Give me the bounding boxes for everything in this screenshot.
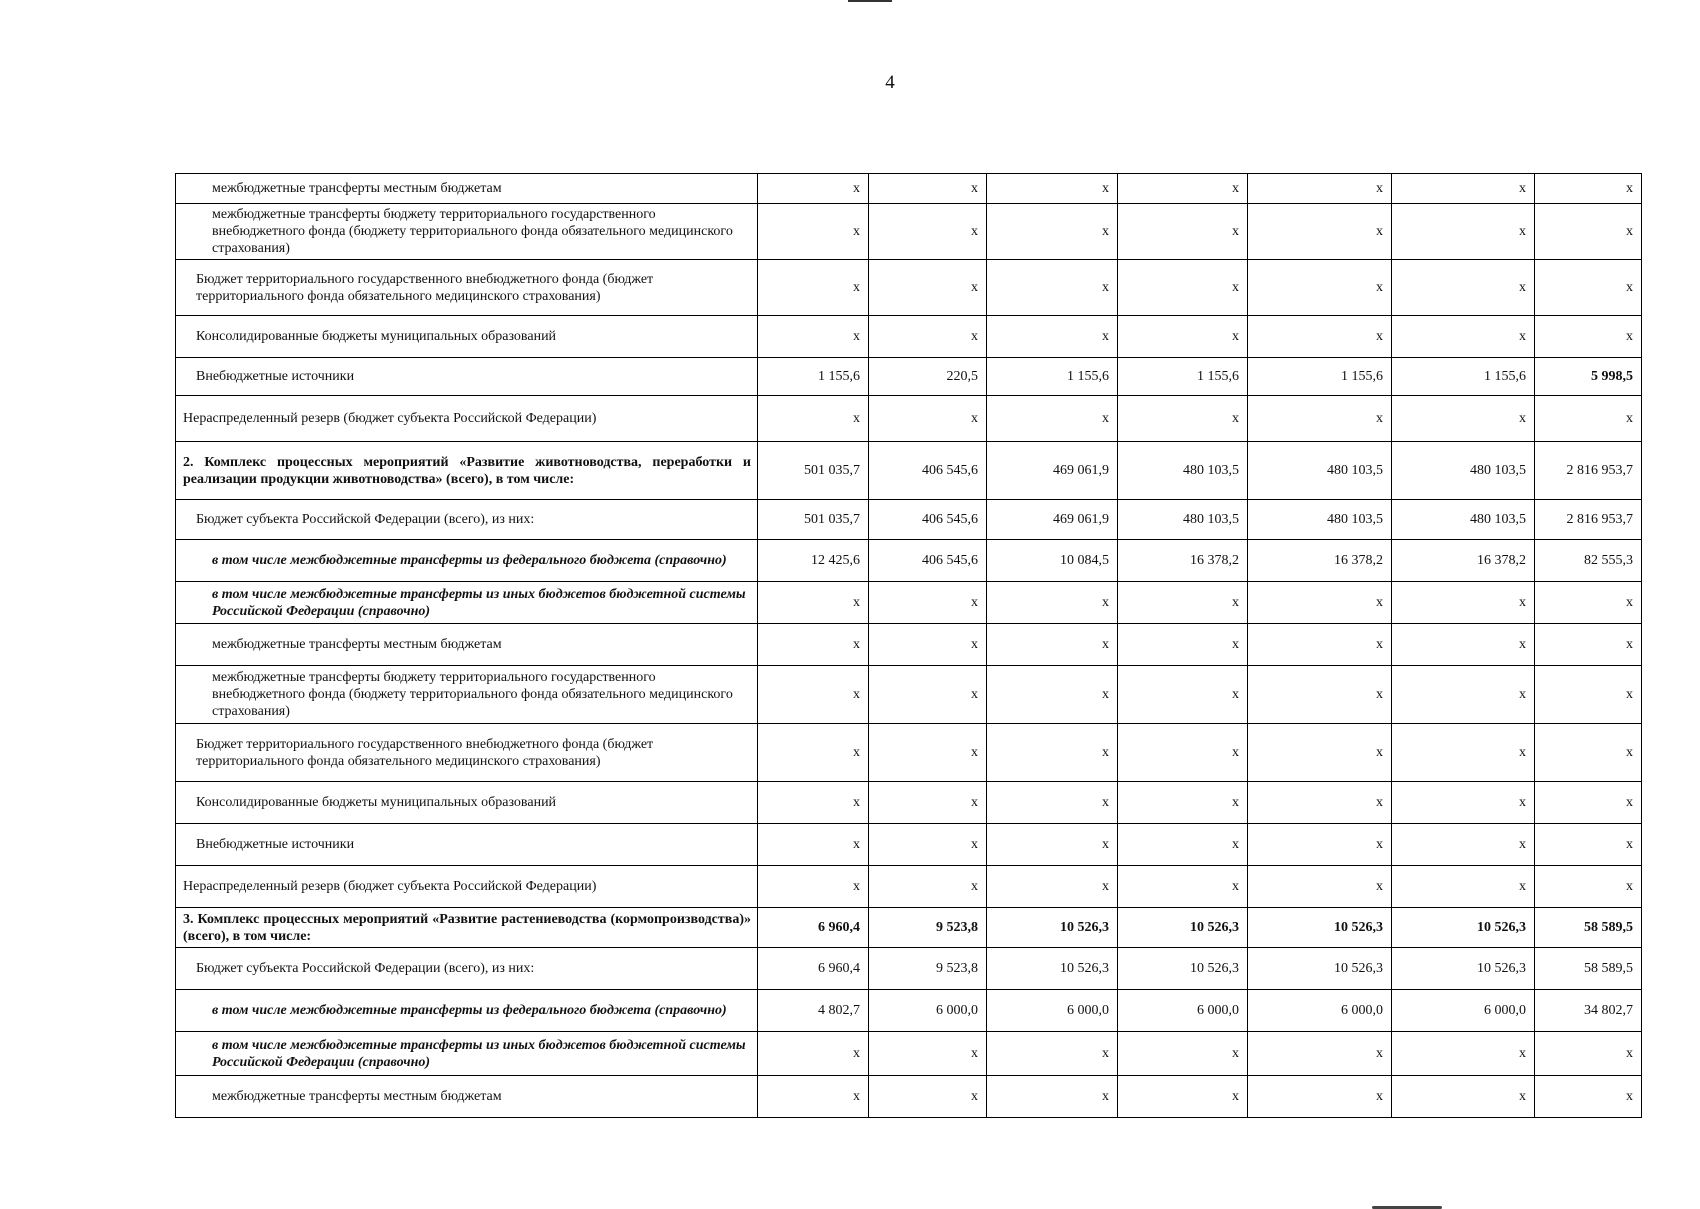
value-cell: x [1392, 866, 1535, 908]
value-cell: x [1118, 582, 1248, 624]
value-cell: 469 061,9 [987, 442, 1118, 500]
row-label: Бюджет территориального государственного внебюджетного фонда (бюджет территориального фонда обязательного медицинского страхования) [176, 724, 758, 782]
value-cell: x [1118, 866, 1248, 908]
value-cell: 10 526,3 [1118, 908, 1248, 948]
value-cell: x [758, 204, 869, 260]
value-cell: x [987, 396, 1118, 442]
budget-table-body [176, 174, 1642, 1118]
row-label: 3. Комплекс процессных мероприятий «Развитие растениеводства (кормопроизводства)» (всего), в том числе: [176, 908, 758, 948]
value-cell: 480 103,5 [1118, 442, 1248, 500]
value-cell: x [869, 260, 987, 316]
value-cell: x [758, 316, 869, 358]
value-cell: 6 960,4 [758, 908, 869, 948]
value-cell: 406 545,6 [869, 442, 987, 500]
value-cell: x [987, 866, 1118, 908]
value-cell: 2 816 953,7 [1535, 442, 1642, 500]
value-cell: x [1392, 624, 1535, 666]
value-cell: 220,5 [869, 358, 987, 396]
row-label: Нераспределенный резерв (бюджет субъекта Российской Федерации) [176, 866, 758, 908]
value-cell: 6 960,4 [758, 948, 869, 990]
value-cell: 16 378,2 [1392, 540, 1535, 582]
value-cell: x [869, 582, 987, 624]
value-cell: x [1118, 824, 1248, 866]
table-row [176, 396, 1642, 442]
table-row [176, 1032, 1642, 1076]
table-row [176, 316, 1642, 358]
value-cell: x [869, 316, 987, 358]
table-row [176, 358, 1642, 396]
value-cell: x [1118, 724, 1248, 782]
value-cell: x [1535, 666, 1642, 724]
table-row [176, 782, 1642, 824]
value-cell: 58 589,5 [1535, 948, 1642, 990]
value-cell: 480 103,5 [1248, 500, 1392, 540]
value-cell: x [1535, 316, 1642, 358]
value-cell: 2 816 953,7 [1535, 500, 1642, 540]
value-cell: x [1118, 316, 1248, 358]
row-label: в том числе межбюджетные трансферты из иных бюджетов бюджетной системы Российской Федерации (справочно) [176, 1032, 758, 1076]
row-label: в том числе межбюджетные трансферты из федерального бюджета (справочно) [176, 540, 758, 582]
value-cell: x [869, 824, 987, 866]
value-cell: x [1118, 396, 1248, 442]
value-cell: x [758, 174, 869, 204]
value-cell: 501 035,7 [758, 500, 869, 540]
value-cell: x [1392, 582, 1535, 624]
value-cell: x [758, 666, 869, 724]
value-cell: 480 103,5 [1392, 442, 1535, 500]
value-cell: 480 103,5 [1118, 500, 1248, 540]
value-cell: x [758, 624, 869, 666]
value-cell: x [987, 782, 1118, 824]
value-cell: 480 103,5 [1392, 500, 1535, 540]
table-row [176, 624, 1642, 666]
table-row [176, 990, 1642, 1032]
value-cell: x [1535, 782, 1642, 824]
value-cell: x [758, 1032, 869, 1076]
value-cell: 12 425,6 [758, 540, 869, 582]
value-cell: x [758, 724, 869, 782]
value-cell: x [1248, 866, 1392, 908]
row-label: Консолидированные бюджеты муниципальных образований [176, 316, 758, 358]
value-cell: 9 523,8 [869, 948, 987, 990]
row-label: Внебюджетные источники [176, 358, 758, 396]
value-cell: x [1248, 316, 1392, 358]
value-cell: x [758, 782, 869, 824]
row-label: 2. Комплекс процессных мероприятий «Развитие животноводства, переработки и реализации продукции животноводства» (всего), в том числе: [176, 442, 758, 500]
value-cell: x [1392, 1076, 1535, 1118]
value-cell: x [869, 666, 987, 724]
table-row [176, 866, 1642, 908]
value-cell: 10 526,3 [987, 948, 1118, 990]
value-cell: x [987, 724, 1118, 782]
value-cell: x [987, 624, 1118, 666]
value-cell: 4 802,7 [758, 990, 869, 1032]
value-cell: 10 526,3 [1248, 908, 1392, 948]
row-label: межбюджетные трансферты местным бюджетам [176, 1076, 758, 1118]
table-row [176, 908, 1642, 948]
row-label: Нераспределенный резерв (бюджет субъекта Российской Федерации) [176, 396, 758, 442]
value-cell: x [1248, 724, 1392, 782]
value-cell: x [1392, 260, 1535, 316]
value-cell: 10 526,3 [1392, 948, 1535, 990]
value-cell: x [1392, 396, 1535, 442]
value-cell: 16 378,2 [1248, 540, 1392, 582]
value-cell: x [1392, 1032, 1535, 1076]
table-row [176, 582, 1642, 624]
table-row [176, 174, 1642, 204]
page-number: 4 [885, 72, 895, 93]
value-cell: x [1118, 1032, 1248, 1076]
value-cell: x [1535, 204, 1642, 260]
value-cell: x [1118, 1076, 1248, 1118]
row-label: Бюджет субъекта Российской Федерации (всего), из них: [176, 948, 758, 990]
value-cell: 1 155,6 [1392, 358, 1535, 396]
value-cell: 501 035,7 [758, 442, 869, 500]
value-cell: 406 545,6 [869, 500, 987, 540]
value-cell: x [869, 782, 987, 824]
value-cell: x [1535, 174, 1642, 204]
value-cell: 6 000,0 [1118, 990, 1248, 1032]
value-cell: x [869, 174, 987, 204]
budget-table [175, 173, 1642, 1118]
value-cell: x [987, 1032, 1118, 1076]
table-row [176, 204, 1642, 260]
value-cell: x [1118, 666, 1248, 724]
value-cell: x [1248, 1076, 1392, 1118]
row-label: межбюджетные трансферты бюджету территориального государственного внебюджетного фонда (бюджету территориального фонда обязательного медицинского страхования) [176, 666, 758, 724]
value-cell: x [987, 316, 1118, 358]
table-row [176, 1076, 1642, 1118]
value-cell: x [987, 824, 1118, 866]
value-cell: 1 155,6 [1118, 358, 1248, 396]
row-label: межбюджетные трансферты местным бюджетам [176, 624, 758, 666]
row-label: в том числе межбюджетные трансферты из иных бюджетов бюджетной системы Российской Федерации (справочно) [176, 582, 758, 624]
value-cell: 10 526,3 [1118, 948, 1248, 990]
value-cell: x [1392, 316, 1535, 358]
row-label: межбюджетные трансферты местным бюджетам [176, 174, 758, 204]
value-cell: x [1248, 582, 1392, 624]
table-row [176, 500, 1642, 540]
row-label: Бюджет субъекта Российской Федерации (всего), из них: [176, 500, 758, 540]
value-cell: 406 545,6 [869, 540, 987, 582]
row-label: Консолидированные бюджеты муниципальных образований [176, 782, 758, 824]
value-cell: x [869, 724, 987, 782]
value-cell: x [758, 396, 869, 442]
value-cell: 9 523,8 [869, 908, 987, 948]
value-cell: 10 526,3 [1392, 908, 1535, 948]
value-cell: x [1535, 582, 1642, 624]
value-cell: 10 526,3 [1248, 948, 1392, 990]
value-cell: 10 526,3 [987, 908, 1118, 948]
top-scan-mark [848, 0, 892, 2]
table-row [176, 724, 1642, 782]
value-cell: x [987, 260, 1118, 316]
value-cell: x [1248, 260, 1392, 316]
value-cell: 82 555,3 [1535, 540, 1642, 582]
value-cell: x [1248, 666, 1392, 724]
value-cell: x [1118, 204, 1248, 260]
value-cell: x [1118, 624, 1248, 666]
value-cell: x [1392, 666, 1535, 724]
value-cell: x [758, 1076, 869, 1118]
value-cell: x [1535, 824, 1642, 866]
value-cell: x [1535, 260, 1642, 316]
row-label: Внебюджетные источники [176, 824, 758, 866]
value-cell: x [869, 624, 987, 666]
value-cell: x [1248, 624, 1392, 666]
value-cell: x [1535, 1032, 1642, 1076]
value-cell: x [1118, 782, 1248, 824]
value-cell: x [987, 582, 1118, 624]
value-cell: 6 000,0 [1392, 990, 1535, 1032]
value-cell: x [987, 174, 1118, 204]
value-cell: 1 155,6 [758, 358, 869, 396]
value-cell: x [1248, 1032, 1392, 1076]
value-cell: x [1248, 824, 1392, 866]
value-cell: x [987, 1076, 1118, 1118]
value-cell: x [758, 582, 869, 624]
value-cell: x [1392, 204, 1535, 260]
value-cell: x [1392, 782, 1535, 824]
value-cell: x [1535, 396, 1642, 442]
value-cell: 58 589,5 [1535, 908, 1642, 948]
value-cell: 1 155,6 [987, 358, 1118, 396]
value-cell: 5 998,5 [1535, 358, 1642, 396]
value-cell: 1 155,6 [1248, 358, 1392, 396]
value-cell: x [1535, 724, 1642, 782]
value-cell: x [1248, 174, 1392, 204]
value-cell: 6 000,0 [869, 990, 987, 1032]
value-cell: x [1118, 174, 1248, 204]
value-cell: 469 061,9 [987, 500, 1118, 540]
value-cell: x [1535, 1076, 1642, 1118]
value-cell: x [1118, 260, 1248, 316]
value-cell: x [1248, 396, 1392, 442]
value-cell: x [1392, 824, 1535, 866]
table-row [176, 442, 1642, 500]
value-cell: 6 000,0 [1248, 990, 1392, 1032]
row-label: межбюджетные трансферты бюджету территориального государственного внебюджетного фонда (бюджету территориального фонда обязательного медицинского страхования) [176, 204, 758, 260]
table-row [176, 824, 1642, 866]
value-cell: x [1392, 724, 1535, 782]
value-cell: x [758, 866, 869, 908]
value-cell: 6 000,0 [987, 990, 1118, 1032]
value-cell: x [869, 866, 987, 908]
value-cell: x [987, 204, 1118, 260]
value-cell: 480 103,5 [1248, 442, 1392, 500]
value-cell: 10 084,5 [987, 540, 1118, 582]
value-cell: x [758, 824, 869, 866]
table-row [176, 540, 1642, 582]
value-cell: 16 378,2 [1118, 540, 1248, 582]
value-cell: x [869, 1076, 987, 1118]
value-cell: x [869, 1032, 987, 1076]
row-label: в том числе межбюджетные трансферты из федерального бюджета (справочно) [176, 990, 758, 1032]
value-cell: x [869, 396, 987, 442]
table-row [176, 666, 1642, 724]
value-cell: x [1535, 624, 1642, 666]
value-cell: x [1248, 782, 1392, 824]
value-cell: x [1392, 174, 1535, 204]
value-cell: x [758, 260, 869, 316]
row-label: Бюджет территориального государственного внебюджетного фонда (бюджет территориального фонда обязательного медицинского страхования) [176, 260, 758, 316]
value-cell: x [1535, 866, 1642, 908]
value-cell: x [1248, 204, 1392, 260]
table-row [176, 948, 1642, 990]
table-row [176, 260, 1642, 316]
value-cell: 34 802,7 [1535, 990, 1642, 1032]
value-cell: x [987, 666, 1118, 724]
value-cell: x [869, 204, 987, 260]
